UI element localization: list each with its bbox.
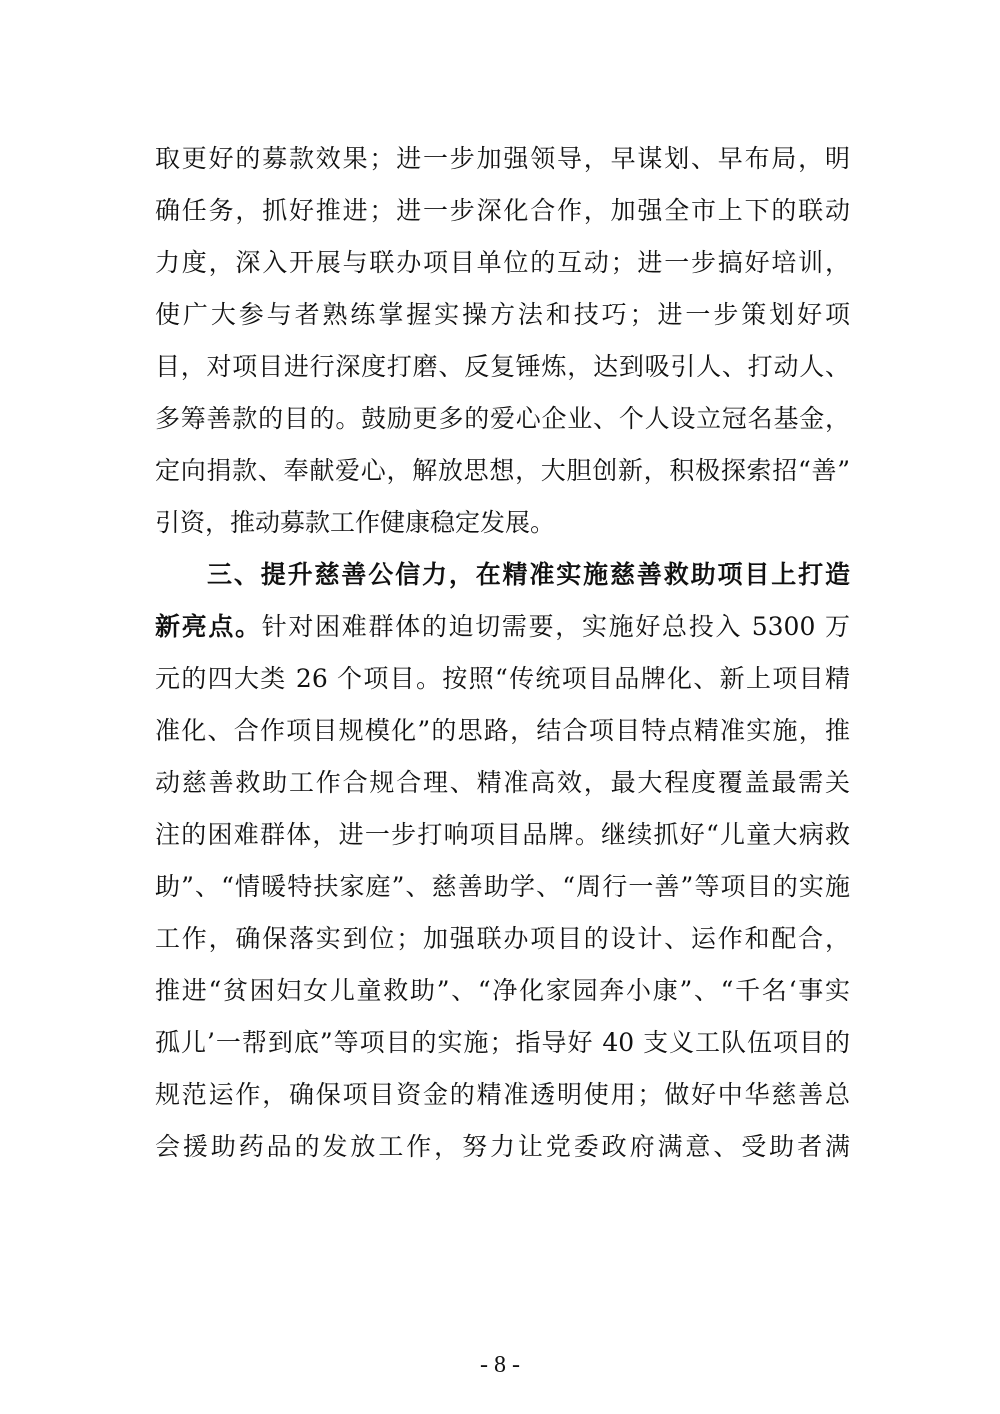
paragraph-line: 注的困难群体，进一步打响项目品牌。继续抓好“儿童大病救 [155,820,850,849]
paragraph-line: 规范运作，确保项目资金的精准透明使用；做好中华慈善总 [155,1080,850,1109]
section-heading-end: 新亮点。 [155,612,262,641]
paragraph-line: 多筹善款的目的。鼓励更多的爱心企业、个人设立冠名基金， [155,404,850,433]
paragraph-line: 引资，推动募款工作健康稳定发展。 [155,508,556,537]
paragraph-line: 工作，确保落实到位；加强联办项目的设计、运作和配合， [155,924,850,953]
paragraph-line: 确任务，抓好推进；进一步深化合作，加强全市上下的联动 [155,196,850,225]
paragraph-line: 目，对项目进行深度打磨、反复锤炼，达到吸引人、打动人、 [155,352,850,381]
paragraph-line: 孤儿’一帮到底”等项目的实施；指导好 40 支义工队伍项目的 [155,1028,850,1057]
body-text [155,137,850,1177]
paragraph-line: 取更好的募款效果；进一步加强领导，早谋划、早布局，明 [155,144,850,173]
section-text-start: 针对困难群体的迫切需要，实施好总投入 5300 万 [261,612,850,641]
paragraph-line: 使广大参与者熟练掌握实操方法和技巧；进一步策划好项 [155,300,850,329]
paragraph-line: 推进“贫困妇女儿童救助”、“净化家园奔小康”、“千名‘事实 [155,976,850,1005]
section-heading: 三、提升慈善公信力，在精准实施慈善救助项目上打造 [207,560,850,589]
paragraph-line: 力度，深入开展与联办项目单位的互动；进一步搞好培训， [155,248,850,277]
paragraph-line: 助”、“情暖特扶家庭”、慈善助学、“周行一善”等项目的实施 [155,872,850,901]
paragraph-line: 准化、合作项目规模化”的思路，结合项目特点精准实施，推 [155,716,850,745]
paragraph-line: 元的四大类 26 个项目。按照“传统项目品牌化、新上项目精 [155,664,850,693]
paragraph-line: 定向捐款、奉献爱心，解放思想，大胆创新，积极探索招“善” [155,456,850,485]
page-number: - 8 - [480,1352,520,1378]
section-heading-continuation [155,605,850,657]
paragraph-line: 动慈善救助工作合规合理、精准高效，最大程度覆盖最需关 [155,768,850,797]
paragraph-line: 会援助药品的发放工作，努力让党委政府满意、受助者满 [155,1132,850,1161]
